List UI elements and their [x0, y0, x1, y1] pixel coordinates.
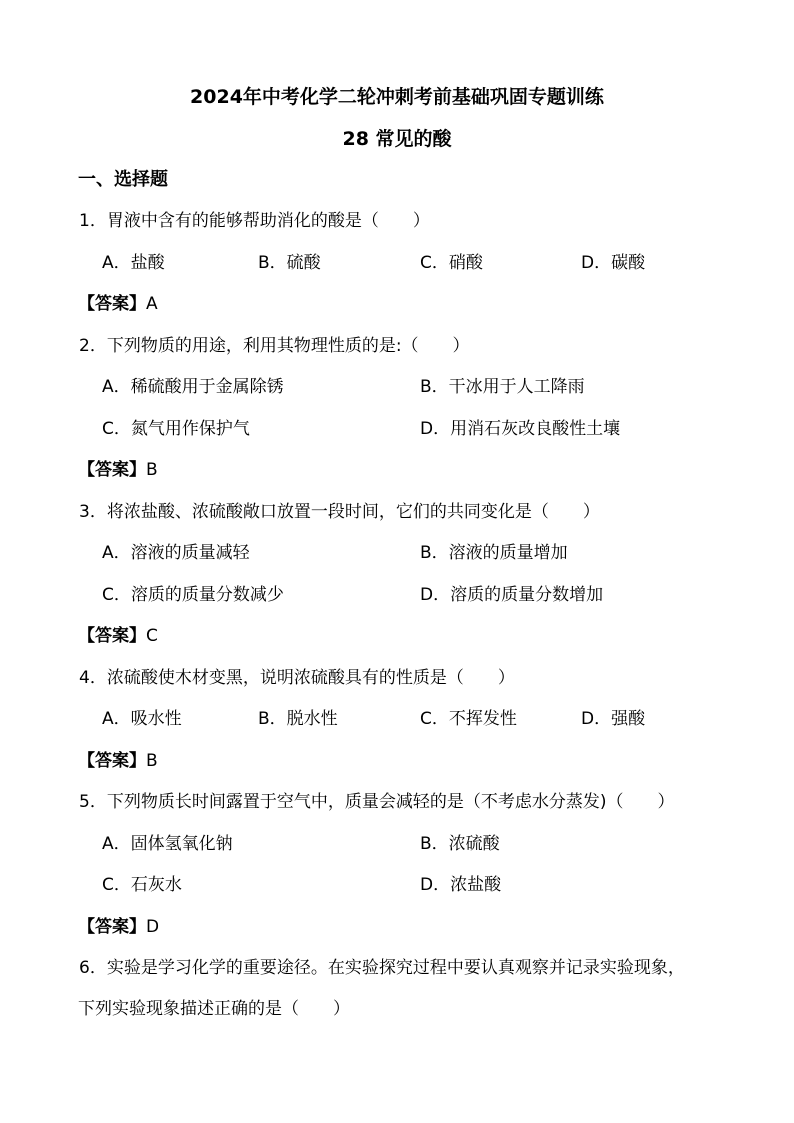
- question-4-option-c: C．不挥发性: [420, 709, 517, 729]
- question-3-option-b: B．溶液的质量增加: [420, 543, 568, 563]
- answer-label: 【答案】: [78, 751, 146, 771]
- question-4-option-d: D．强酸: [581, 709, 646, 729]
- question-2-option-a: A．稀硫酸用于金属除锈: [102, 377, 284, 397]
- answer-label: 【答案】: [78, 294, 146, 314]
- question-3-option-d: D．溶质的质量分数增加: [420, 585, 604, 605]
- question-5-option-a: A．固体氢氧化钠: [102, 834, 233, 854]
- question-5-option-d: D．浓盐酸: [420, 875, 502, 895]
- question-4-answer: [78, 753, 158, 770]
- question-4-text: 4．浓硫酸使木材变黑，说明浓硫酸具有的性质是（ ）: [79, 668, 515, 688]
- section-heading: 一、选择题: [78, 169, 168, 190]
- question-6-text-line-1: 6．实验是学习化学的重要途径。在实验探究过程中要认真观察并记录实验现象，: [79, 958, 685, 978]
- question-3-option-c: C．溶质的质量分数减少: [102, 585, 284, 605]
- answer-value: C: [146, 626, 158, 646]
- answer-label: 【答案】: [78, 626, 146, 646]
- question-2-option-d: D．用消石灰改良酸性土壤: [420, 419, 621, 439]
- document-subtitle: 28 常见的酸: [342, 128, 452, 150]
- question-2-option-b: B．干冰用于人工降雨: [420, 377, 585, 397]
- question-1-option-b: B．硫酸: [258, 253, 321, 273]
- question-5-answer: [78, 919, 159, 936]
- answer-value: B: [146, 460, 158, 480]
- answer-label: 【答案】: [78, 917, 146, 937]
- answer-value: A: [146, 294, 158, 314]
- question-5-option-b: B．浓硫酸: [420, 834, 500, 854]
- question-3-text: 3．将浓盐酸、浓硫酸敞口放置一段时间，它们的共同变化是（ ）: [79, 502, 600, 522]
- question-5-text: 5．下列物质长时间露置于空气中，质量会减轻的是（不考虑水分蒸发)（ ）: [79, 792, 675, 812]
- answer-label: 【答案】: [78, 460, 146, 480]
- question-1-option-c: C．硝酸: [420, 253, 483, 273]
- answer-value: D: [146, 917, 160, 937]
- question-1-option-a: A．盐酸: [102, 253, 165, 273]
- question-3-option-a: A．溶液的质量减轻: [102, 543, 250, 563]
- question-2-answer: [78, 462, 158, 479]
- question-5-option-c: C．石灰水: [102, 875, 182, 895]
- question-2-option-c: C．氮气用作保护气: [102, 419, 250, 439]
- document-title: 2024年中考化学二轮冲刺考前基础巩固专题训练: [190, 86, 604, 108]
- question-6-text-line-2: 下列实验现象描述正确的是（ ）: [78, 999, 350, 1019]
- question-2-text: 2．下列物质的用途，利用其物理性质的是:（ ）: [79, 336, 470, 356]
- question-1-answer: [78, 296, 158, 313]
- question-1-text: 1．胃液中含有的能够帮助消化的酸是（ ）: [79, 211, 430, 231]
- question-4-option-b: B．脱水性: [258, 709, 338, 729]
- question-4-option-a: A．吸水性: [102, 709, 182, 729]
- answer-value: B: [146, 751, 158, 771]
- question-1-option-d: D．碳酸: [581, 253, 646, 273]
- question-3-answer: [78, 628, 158, 645]
